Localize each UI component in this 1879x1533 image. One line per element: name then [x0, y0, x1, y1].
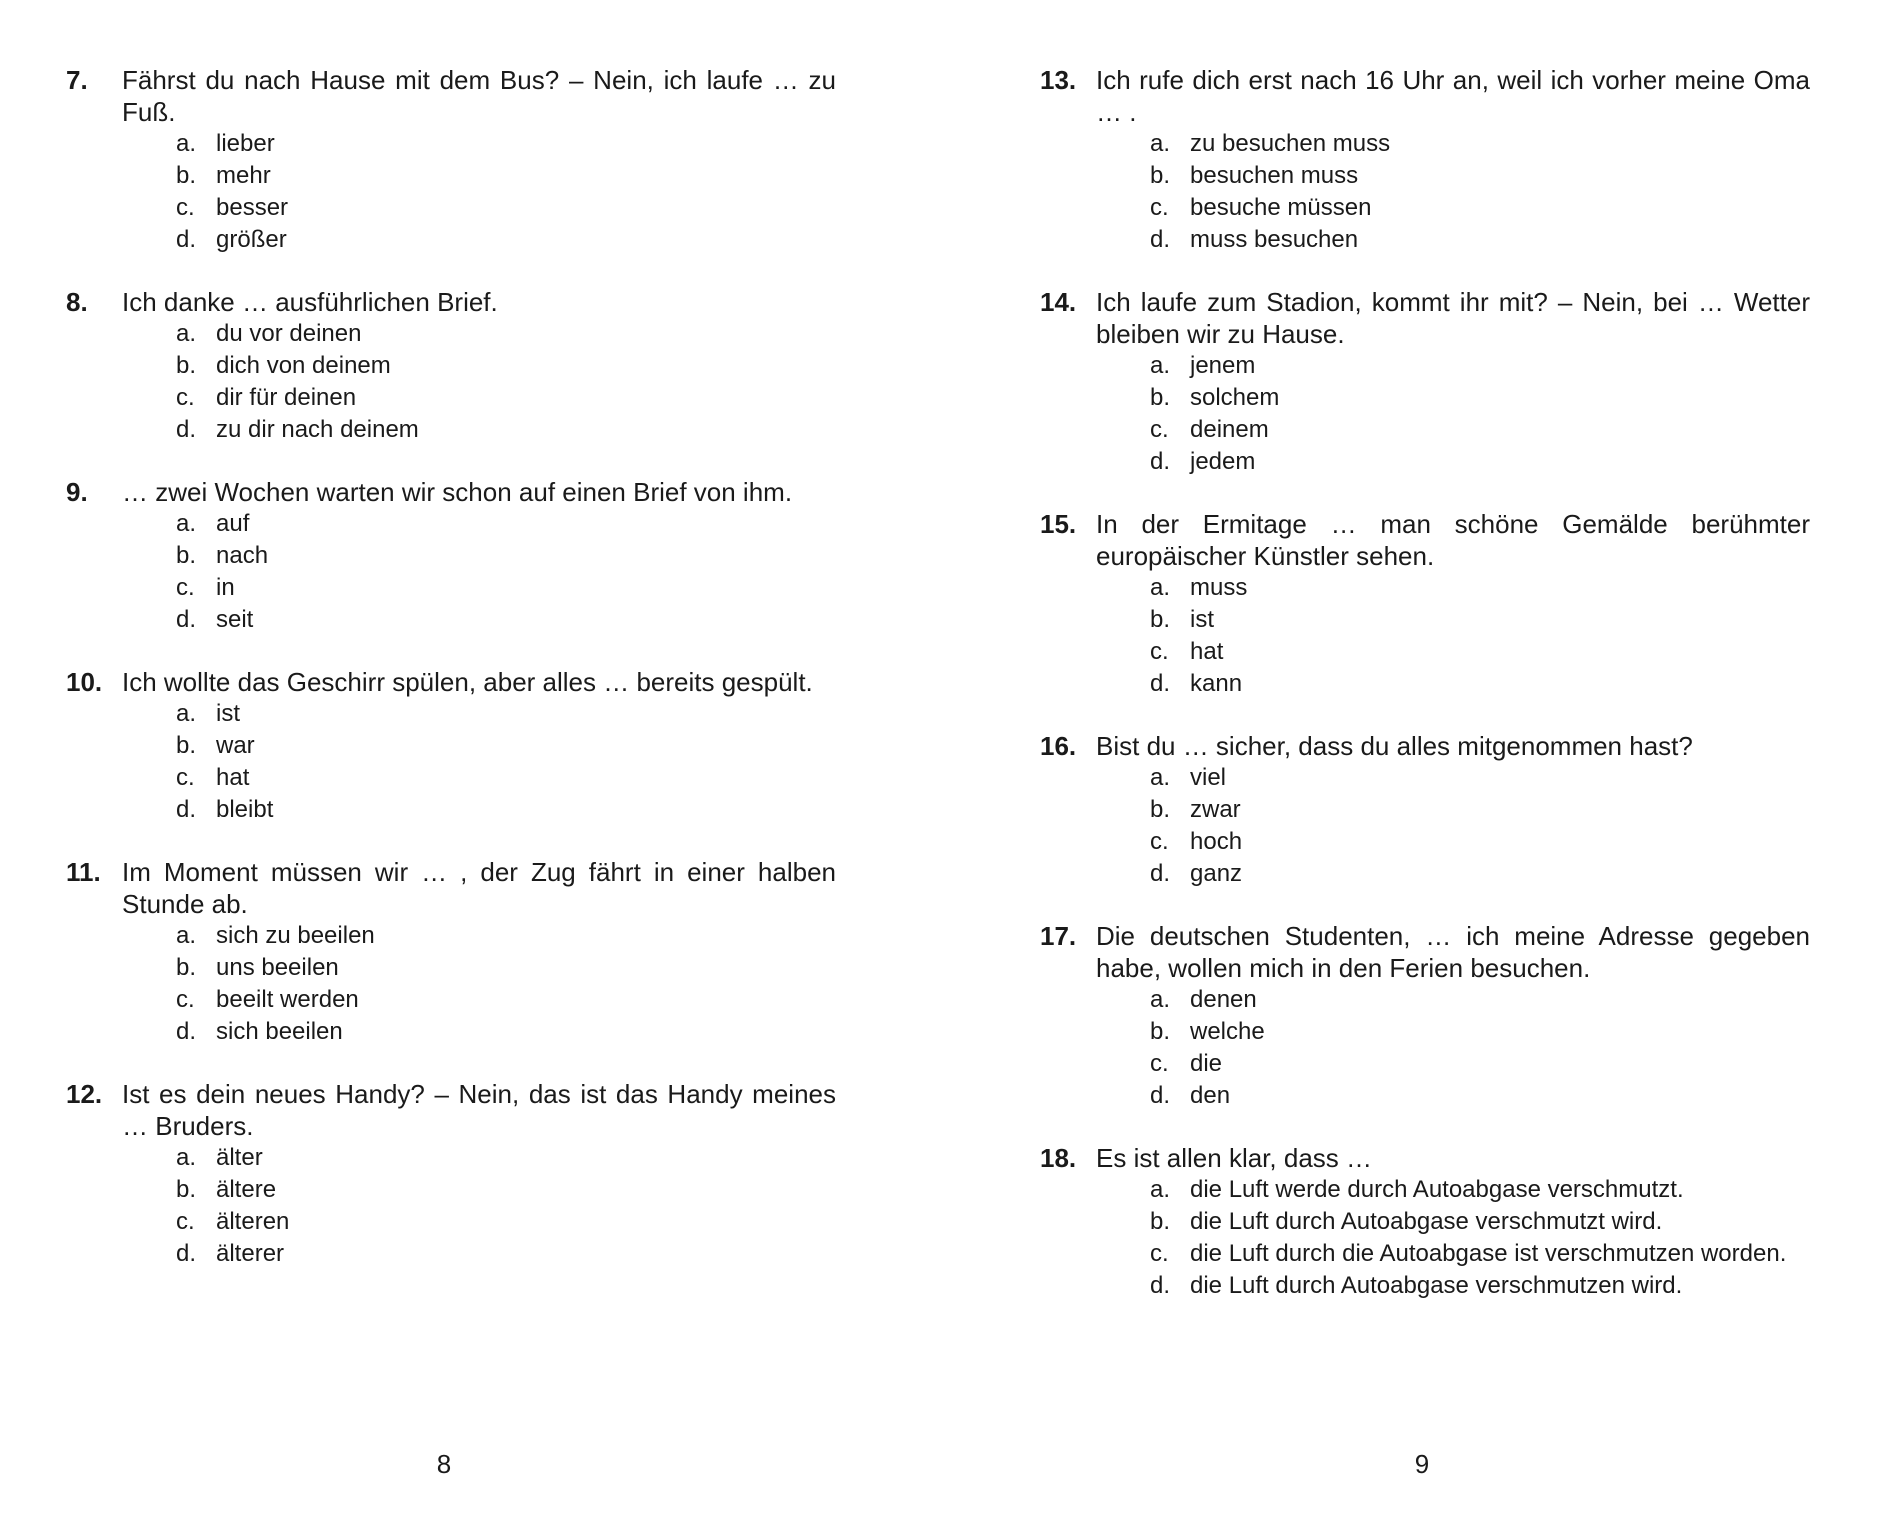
option-text: mehr — [216, 162, 271, 189]
question-15 — [1040, 508, 1810, 700]
question-number: 16. — [1040, 731, 1077, 761]
question-16 — [1040, 730, 1810, 890]
option-letter: c. — [1150, 638, 1169, 665]
option-a — [1150, 984, 1810, 1016]
option-text: uns beeilen — [216, 954, 339, 981]
option-text: muss besuchen — [1190, 226, 1359, 253]
question-text: … zwei Wochen warten wir schon auf einen Brief von ihm. — [122, 477, 793, 507]
option-a — [1150, 128, 1810, 160]
option-d — [1150, 1080, 1810, 1112]
option-letter: d. — [1150, 1082, 1171, 1109]
option-letter: a. — [1150, 986, 1171, 1013]
question-text: Es ist allen klar, dass … — [1096, 1143, 1372, 1173]
option-text: jedem — [1190, 448, 1256, 475]
option-letter: c. — [1150, 194, 1169, 221]
option-text: die Luft durch die Autoabgase ist verschmutzen worden. — [1190, 1240, 1787, 1267]
option-c — [176, 1206, 836, 1238]
option-letter: d. — [176, 1240, 197, 1267]
option-text: auf — [216, 510, 250, 537]
option-letter: c. — [176, 1208, 195, 1235]
option-text: dir für deinen — [216, 384, 357, 411]
question-text: Ich laufe zum Stadion, kommt ihr mit? – Nein, bei … Wetter bleiben wir zu Hause. — [1096, 287, 1810, 349]
option-text: ältere — [216, 1176, 277, 1203]
option-c — [176, 762, 836, 794]
option-text: die Luft durch Autoabgase verschmutzen wird. — [1190, 1272, 1683, 1299]
option-a — [1150, 350, 1810, 382]
answer-options — [122, 920, 836, 1048]
answer-options — [122, 698, 836, 826]
option-text: du vor deinen — [216, 320, 362, 347]
option-text: kann — [1190, 670, 1243, 697]
option-b — [176, 1174, 836, 1206]
option-text: den — [1190, 1082, 1231, 1109]
option-text: solchem — [1190, 384, 1280, 411]
question-text: Ich danke … ausführlichen Brief. — [122, 287, 498, 317]
option-d — [176, 414, 836, 446]
option-letter: c. — [176, 384, 195, 411]
option-a — [1150, 572, 1810, 604]
question-number: 11. — [66, 857, 101, 887]
option-letter: c. — [176, 764, 195, 791]
option-letter: d. — [1150, 670, 1171, 697]
option-b — [176, 350, 836, 382]
option-letter: d. — [1150, 226, 1171, 253]
question-14 — [1040, 286, 1810, 478]
option-letter: c. — [1150, 1050, 1169, 1077]
option-letter: a. — [1150, 352, 1171, 379]
option-text: sich zu beeilen — [216, 922, 375, 949]
option-a — [1150, 762, 1810, 794]
answer-options — [1096, 350, 1810, 478]
page-number: 8 — [436, 1449, 452, 1479]
option-a — [176, 128, 836, 160]
option-text: in — [216, 574, 235, 601]
option-letter: a. — [1150, 130, 1171, 157]
question-number: 12. — [66, 1079, 103, 1109]
option-letter: b. — [176, 542, 197, 569]
option-letter: a. — [1150, 764, 1171, 791]
answer-options — [1096, 128, 1810, 256]
option-text: nach — [216, 542, 269, 569]
option-text: bleibt — [216, 796, 274, 823]
option-text: besuchen muss — [1190, 162, 1359, 189]
option-b — [1150, 160, 1810, 192]
option-text: besser — [216, 194, 289, 221]
option-text: älteren — [216, 1208, 290, 1235]
option-d — [1150, 446, 1810, 478]
option-c — [176, 192, 836, 224]
option-text: viel — [1190, 764, 1227, 791]
question-number: 14. — [1040, 287, 1077, 317]
option-b — [176, 160, 836, 192]
option-text: älter — [216, 1144, 263, 1171]
option-letter: c. — [1150, 828, 1169, 855]
option-c — [176, 984, 836, 1016]
option-b — [1150, 382, 1810, 414]
option-text: größer — [216, 226, 287, 253]
option-text: beeilt werden — [216, 986, 359, 1013]
option-d — [1150, 668, 1810, 700]
option-c — [1150, 414, 1810, 446]
option-letter: a. — [176, 320, 197, 347]
option-text: zwar — [1190, 796, 1241, 823]
question-number: 13. — [1040, 65, 1077, 95]
question-number: 8. — [66, 287, 88, 317]
option-b — [176, 730, 836, 762]
option-letter: d. — [1150, 1272, 1171, 1299]
option-b — [1150, 1016, 1810, 1048]
option-text: muss — [1190, 574, 1248, 601]
option-text: seit — [216, 606, 254, 633]
answer-options — [1096, 984, 1810, 1112]
option-a — [176, 698, 836, 730]
right-page — [1040, 64, 1810, 1332]
option-text: war — [216, 732, 255, 759]
option-letter: a. — [1150, 574, 1171, 601]
question-11 — [66, 856, 836, 1048]
option-text: besuche müssen — [1190, 194, 1372, 221]
option-d — [176, 224, 836, 256]
option-text: zu dir nach deinem — [216, 416, 419, 443]
question-number: 7. — [66, 65, 88, 95]
option-letter: d. — [176, 606, 197, 633]
option-text: hat — [216, 764, 250, 791]
option-text: ganz — [1190, 860, 1243, 887]
answer-options — [122, 1142, 836, 1270]
option-text: lieber — [216, 130, 275, 157]
question-text: Ich rufe dich erst nach 16 Uhr an, weil ich vorher meine Oma … . — [1096, 65, 1810, 127]
option-b — [176, 540, 836, 572]
option-letter: c. — [176, 194, 195, 221]
option-c — [1150, 826, 1810, 858]
option-c — [1150, 1048, 1810, 1080]
option-text: ist — [216, 700, 240, 727]
option-a — [176, 318, 836, 350]
option-letter: b. — [176, 352, 197, 379]
option-letter: d. — [176, 416, 197, 443]
question-12 — [66, 1078, 836, 1270]
option-d — [176, 1238, 836, 1270]
option-letter: c. — [1150, 1240, 1169, 1267]
option-b — [1150, 1206, 1810, 1238]
question-13 — [1040, 64, 1810, 256]
answer-options — [1096, 762, 1810, 890]
question-number: 17. — [1040, 921, 1077, 951]
answer-options — [122, 128, 836, 256]
option-letter: b. — [176, 954, 197, 981]
option-letter: a. — [176, 1144, 197, 1171]
question-text: Ist es dein neues Handy? – Nein, das ist das Handy meines … Bruders. — [122, 1079, 836, 1141]
question-8 — [66, 286, 836, 446]
option-text: hoch — [1190, 828, 1243, 855]
option-letter: c. — [176, 574, 195, 601]
option-text: ist — [1190, 606, 1214, 633]
option-text: die Luft durch Autoabgase verschmutzt wird. — [1190, 1208, 1663, 1235]
option-d — [176, 794, 836, 826]
option-a — [176, 1142, 836, 1174]
option-text: hat — [1190, 638, 1224, 665]
option-d — [176, 604, 836, 636]
option-letter: b. — [176, 732, 197, 759]
option-letter: b. — [1150, 1018, 1171, 1045]
question-text: Ich wollte das Geschirr spülen, aber alles … bereits gespült. — [122, 667, 813, 697]
left-page — [66, 64, 836, 1300]
question-7 — [66, 64, 836, 256]
option-letter: b. — [1150, 1208, 1171, 1235]
option-text: älterer — [216, 1240, 285, 1267]
option-b — [176, 952, 836, 984]
option-d — [1150, 224, 1810, 256]
option-b — [1150, 794, 1810, 826]
option-d — [1150, 1270, 1810, 1302]
option-a — [176, 920, 836, 952]
question-number: 18. — [1040, 1143, 1077, 1173]
option-text: jenem — [1190, 352, 1256, 379]
option-b — [1150, 604, 1810, 636]
question-number: 9. — [66, 477, 88, 507]
option-letter: b. — [1150, 162, 1171, 189]
option-text: die Luft werde durch Autoabgase verschmutzt. — [1190, 1176, 1684, 1203]
option-letter: c. — [1150, 416, 1169, 443]
question-17 — [1040, 920, 1810, 1112]
option-c — [1150, 192, 1810, 224]
option-text: sich beeilen — [216, 1018, 343, 1045]
option-letter: d. — [176, 796, 197, 823]
option-text: denen — [1190, 986, 1257, 1013]
answer-options — [122, 318, 836, 446]
question-text: Fährst du nach Hause mit dem Bus? – Nein, ich laufe … zu Fuß. — [122, 65, 836, 127]
question-text: Bist du … sicher, dass du alles mitgenommen hast? — [1096, 731, 1693, 761]
question-9 — [66, 476, 836, 636]
option-letter: b. — [1150, 606, 1171, 633]
question-text: Im Moment müssen wir … , der Zug fährt in einer halben Stunde ab. — [122, 857, 836, 919]
option-letter: b. — [1150, 384, 1171, 411]
option-letter: d. — [176, 1018, 197, 1045]
question-text: In der Ermitage … man schöne Gemälde berühmter europäischer Künstler sehen. — [1096, 509, 1810, 571]
option-letter: a. — [176, 510, 197, 537]
option-text: die — [1190, 1050, 1223, 1077]
option-letter: c. — [176, 986, 195, 1013]
option-letter: d. — [1150, 448, 1171, 475]
answer-options — [1096, 572, 1810, 700]
option-d — [176, 1016, 836, 1048]
option-letter: a. — [176, 700, 197, 727]
option-c — [176, 382, 836, 414]
option-c — [1150, 1238, 1810, 1270]
answer-options — [1096, 1174, 1810, 1302]
option-a — [176, 508, 836, 540]
option-d — [1150, 858, 1810, 890]
answer-options — [122, 508, 836, 636]
option-letter: d. — [176, 226, 197, 253]
option-text: deinem — [1190, 416, 1269, 443]
option-c — [1150, 636, 1810, 668]
option-letter: b. — [1150, 796, 1171, 823]
option-text: dich von deinem — [216, 352, 391, 379]
option-text: zu besuchen muss — [1190, 130, 1391, 157]
option-c — [176, 572, 836, 604]
question-text: Die deutschen Studenten, … ich meine Adresse gegeben habe, wollen mich in den Ferien besuchen. — [1096, 921, 1810, 983]
option-letter: b. — [176, 162, 197, 189]
question-18 — [1040, 1142, 1810, 1302]
question-10 — [66, 666, 836, 826]
option-a — [1150, 1174, 1810, 1206]
option-letter: b. — [176, 1176, 197, 1203]
option-letter: a. — [176, 922, 197, 949]
question-number: 15. — [1040, 509, 1077, 539]
question-number: 10. — [66, 667, 103, 697]
page-number: 9 — [1414, 1449, 1430, 1479]
option-text: welche — [1190, 1018, 1265, 1045]
option-letter: a. — [1150, 1176, 1171, 1203]
option-letter: a. — [176, 130, 197, 157]
option-letter: d. — [1150, 860, 1171, 887]
